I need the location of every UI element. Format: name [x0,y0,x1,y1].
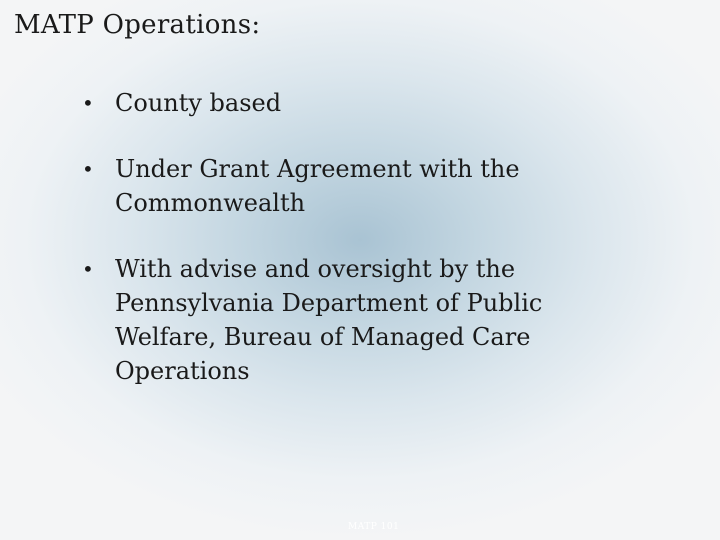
slide-title: MATP Operations: [14,10,261,40]
bullet-text: With advise and oversight by the Pennsylvania Department of Public Welfare, Bureau of Managed Care Operations [115,255,543,385]
bullet-list [80,86,600,420]
bullet-item-oversight [80,252,600,388]
bullet-text: County based [115,89,282,117]
bullet-icon: • [82,257,94,281]
slide-footer: MATP 101 [348,522,400,532]
bullet-item-county-based [80,86,600,120]
bullet-item-grant-agreement [80,152,600,220]
bullet-icon: • [82,157,94,181]
bullet-text: Under Grant Agreement with the Commonwealth [115,155,520,217]
bullet-icon: • [82,91,94,115]
